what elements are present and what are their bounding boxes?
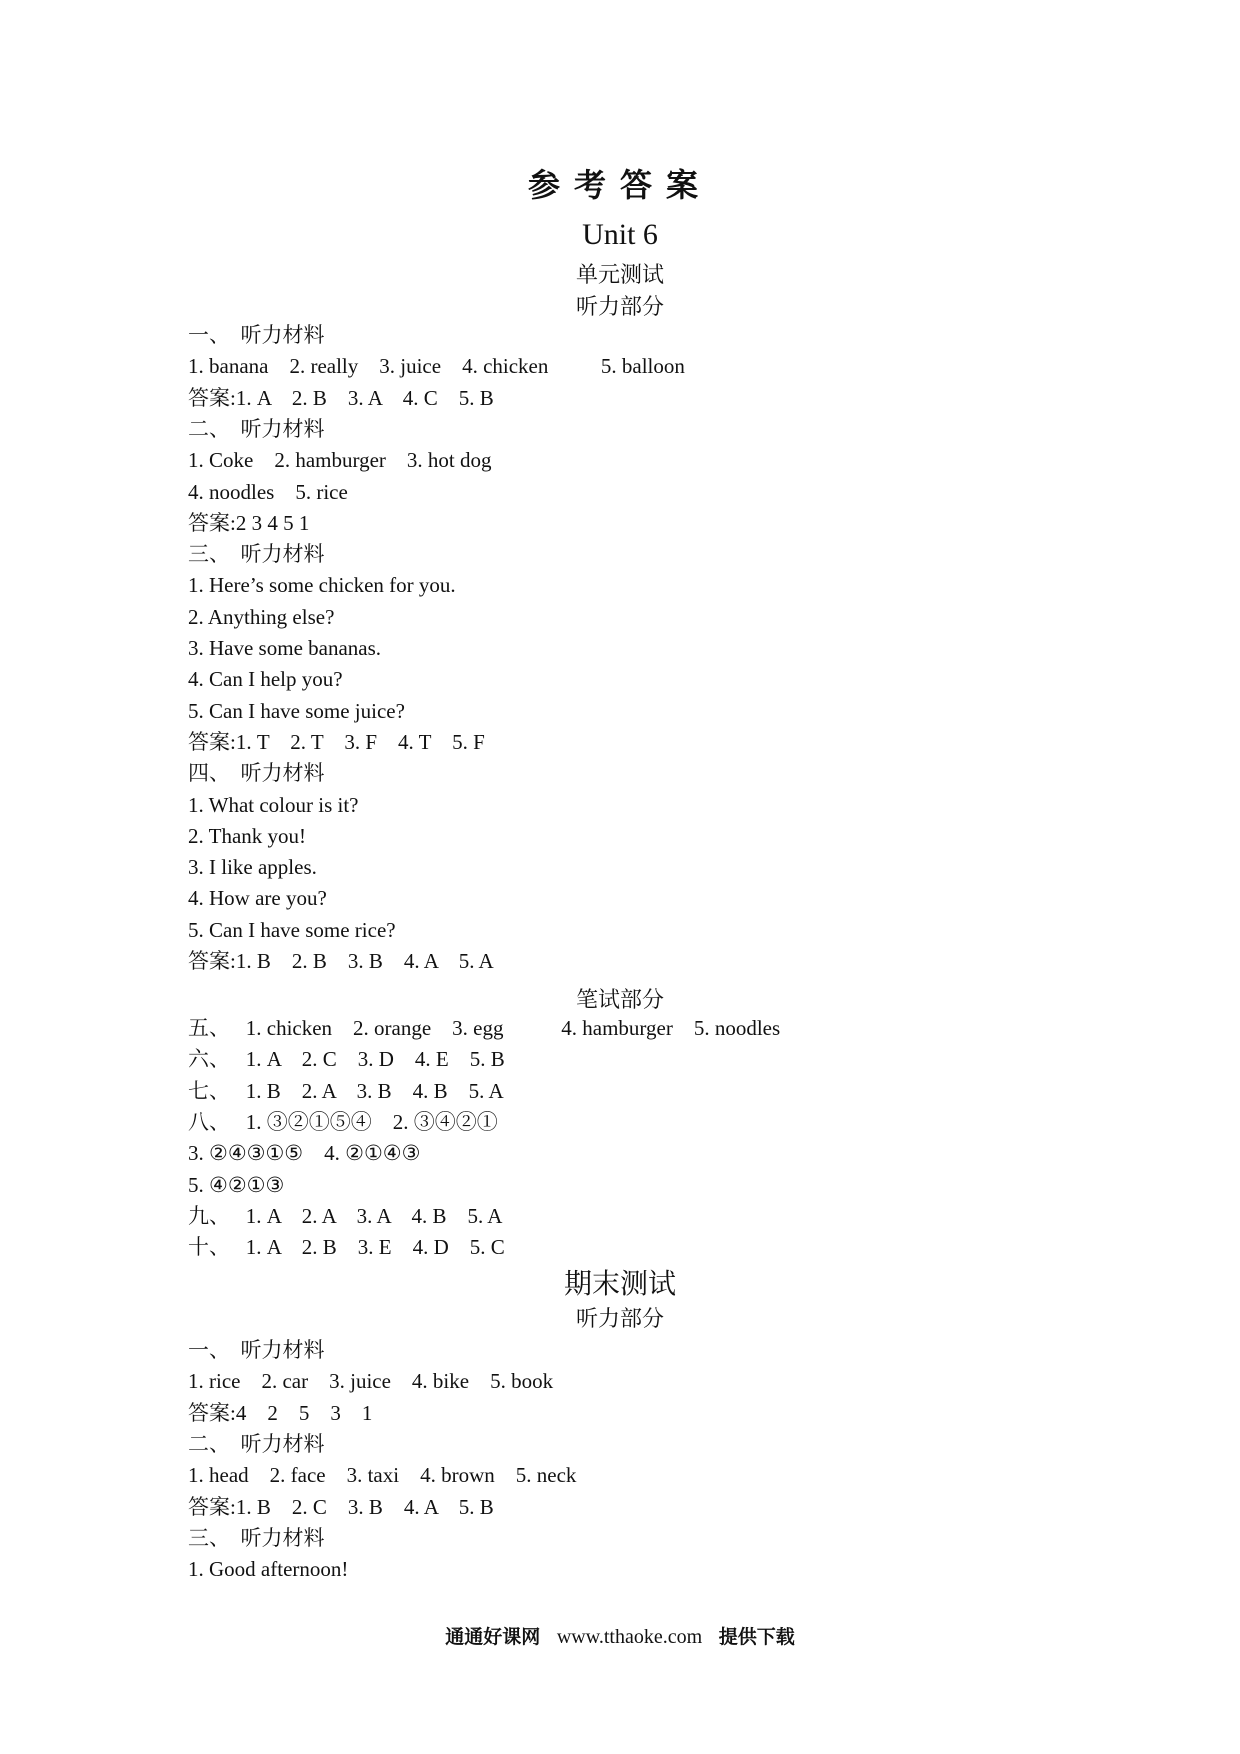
- answer-line: 答案:2 3 4 5 1: [188, 510, 310, 535]
- answer-line: 答案:1. B 2. C 3. B 4. A 5. B: [188, 1494, 494, 1519]
- answer-line: 七、 1. B 2. A 3. B 4. B 5. A: [188, 1078, 504, 1103]
- unit-test-heading: 单元测试: [575, 263, 664, 288]
- footer-site-name: 通通好课网: [445, 1626, 541, 1648]
- answer-line: 5. ④②①③: [188, 1172, 285, 1197]
- final-test-listening-heading: 听力部分: [575, 1307, 664, 1332]
- answer-line: 答案:1. T 2. T 3. F 4. T 5. F: [188, 729, 485, 754]
- footer-url[interactable]: www.tthaoke.com: [556, 1626, 703, 1648]
- answer-line: 3. I like apples.: [188, 855, 317, 880]
- answer-line: 答案:1. B 2. B 3. B 4. A 5. A: [188, 949, 494, 973]
- answer-line: 2. Anything else?: [188, 604, 335, 629]
- answer-line: 一、 听力材料: [188, 323, 325, 347]
- answer-line: 1. head 2. face 3. taxi 4. brown 5. neck: [188, 1463, 577, 1488]
- footer: [0, 1622, 1240, 1649]
- answer-line: 三、 听力材料: [188, 542, 325, 567]
- unit-title: Unit 6: [582, 218, 658, 251]
- answer-line: 八、 1. ③②①⑤④ 2. ③④②①: [188, 1109, 498, 1134]
- answer-line: 五、 1. chicken 2. orange 3. egg 4. hamburger 5. noodles: [188, 1016, 781, 1040]
- answer-line: 四、 听力材料: [188, 761, 325, 786]
- answer-line: 二、 听力材料: [188, 416, 325, 441]
- answer-line: 4. noodles 5. rice: [188, 479, 348, 504]
- answer-line: 九、 1. A 2. A 3. A 4. B 5. A: [188, 1203, 503, 1228]
- answer-line: 1. banana 2. really 3. juice 4. chicken 5. balloon: [188, 354, 685, 379]
- answer-line: 3. Have some bananas.: [188, 636, 382, 660]
- answer-line: 二、 听力材料: [188, 1431, 325, 1456]
- final-test-heading: 期末测试: [563, 1267, 676, 1300]
- answer-line: 1. Coke 2. hamburger 3. hot dog: [188, 448, 492, 473]
- answer-line: 3. ②④③①⑤ 4. ②①④③: [188, 1141, 421, 1166]
- footer-suffix: 提供下载: [718, 1626, 795, 1648]
- answer-line: 十、 1. A 2. B 3. E 4. D 5. C: [188, 1235, 505, 1260]
- answer-line: 答案:1. A 2. B 3. A 4. C 5. B: [188, 385, 494, 410]
- answer-line: 1. What colour is it?: [188, 792, 359, 817]
- answer-line: 5. Can I have some rice?: [188, 917, 396, 942]
- unit-test-listening-heading: 听力部分: [575, 295, 664, 320]
- answer-line: 六、 1. A 2. C 3. D 4. E 5. B: [188, 1047, 505, 1072]
- answer-line: 1. rice 2. car 3. juice 4. bike 5. book: [188, 1369, 554, 1394]
- answer-line: 5. Can I have some juice?: [188, 698, 405, 723]
- answer-line: 2. Thank you!: [188, 823, 307, 848]
- page-title: 参考答案: [527, 166, 712, 204]
- answer-line: 1. Good afternoon!: [188, 1557, 349, 1582]
- answer-line: 4. Can I help you?: [188, 667, 343, 692]
- unit-test-written-heading: 笔试部分: [575, 988, 664, 1013]
- answer-line: 1. Here’s some chicken for you.: [188, 573, 456, 598]
- answer-line: 4. How are you?: [188, 886, 327, 911]
- answer-line: 答案:4 2 5 3 1: [188, 1400, 373, 1425]
- answer-line: 三、 听力材料: [188, 1525, 325, 1550]
- answer-line: 一、 听力材料: [188, 1338, 325, 1362]
